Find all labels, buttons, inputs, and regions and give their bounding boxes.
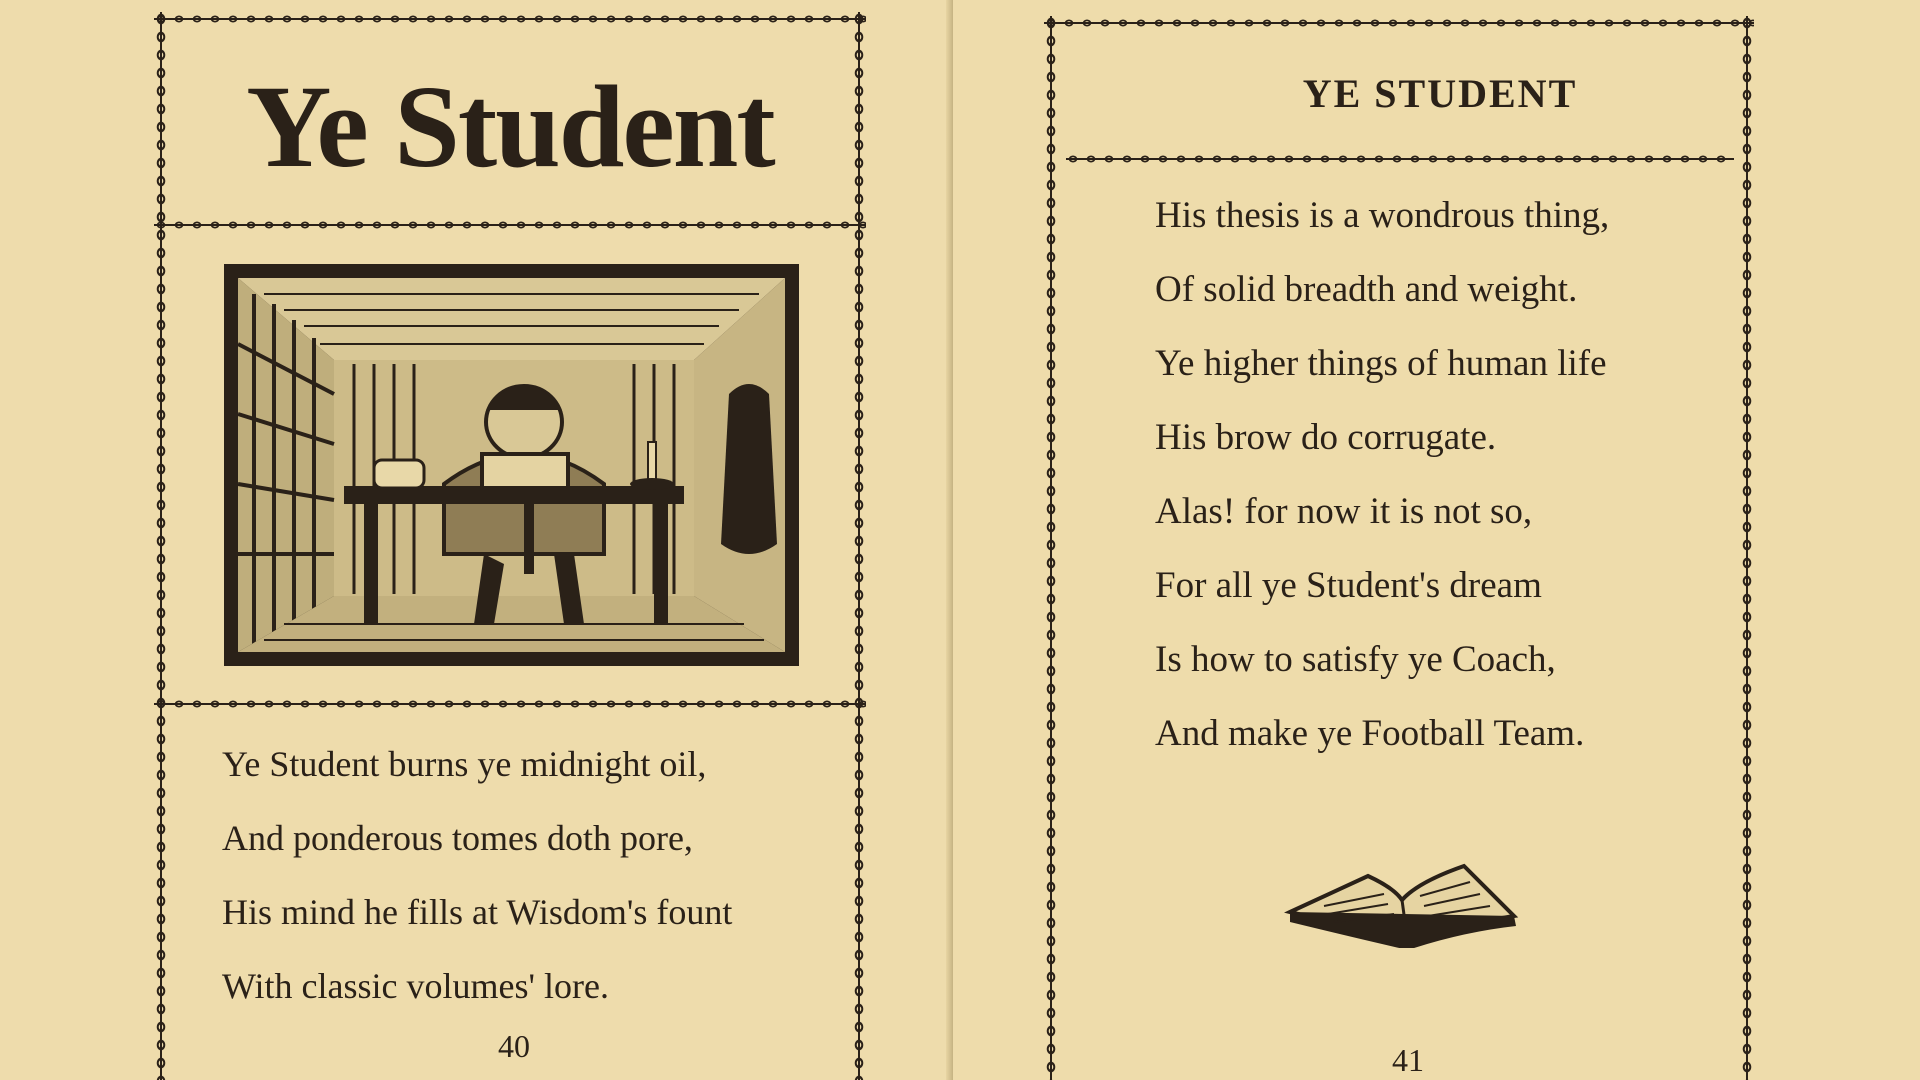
page-number: 40	[498, 1028, 530, 1064]
border-right	[1740, 16, 1754, 1080]
verse-line: Of solid breadth and weight.	[1155, 269, 1578, 310]
border-right	[852, 12, 866, 1080]
verse-line: With classic volumes' lore.	[222, 966, 609, 1006]
verse-line: Ye Student burns ye midnight oil,	[222, 744, 707, 784]
border-top	[154, 12, 866, 26]
right-verse	[1155, 179, 1609, 771]
divider-under-illustration	[154, 697, 866, 711]
verse-line: Is how to satisfy ye Coach,	[1155, 639, 1556, 680]
verse-line: His thesis is a wondrous thing,	[1155, 195, 1610, 236]
left-page	[0, 0, 953, 1080]
divider-under-title	[1066, 152, 1734, 166]
border-left	[154, 12, 168, 1080]
verse-line: And make ye Football Team.	[1155, 713, 1585, 754]
verse-line: For all ye Student's dream	[1155, 565, 1542, 606]
verse-line: And ponderous tomes doth pore,	[222, 818, 693, 858]
verse-line: Ye higher things of human life	[1155, 343, 1607, 384]
open-book-icon	[1284, 860, 1520, 948]
border-top	[1044, 16, 1754, 30]
left-verse	[222, 727, 732, 1023]
verse-line: Alas! for now it is not so,	[1155, 491, 1533, 532]
page-title: YE STUDENT	[1302, 71, 1578, 116]
border-left	[1044, 16, 1058, 1080]
divider-under-title	[154, 218, 866, 232]
verse-line: His brow do corrugate.	[1155, 417, 1497, 458]
verse-line: His mind he fills at Wisdom's fount	[222, 892, 733, 932]
page-number: 41	[1392, 1042, 1424, 1078]
student-reading-woodcut	[224, 264, 799, 666]
page-title: Ye Student	[246, 61, 774, 192]
